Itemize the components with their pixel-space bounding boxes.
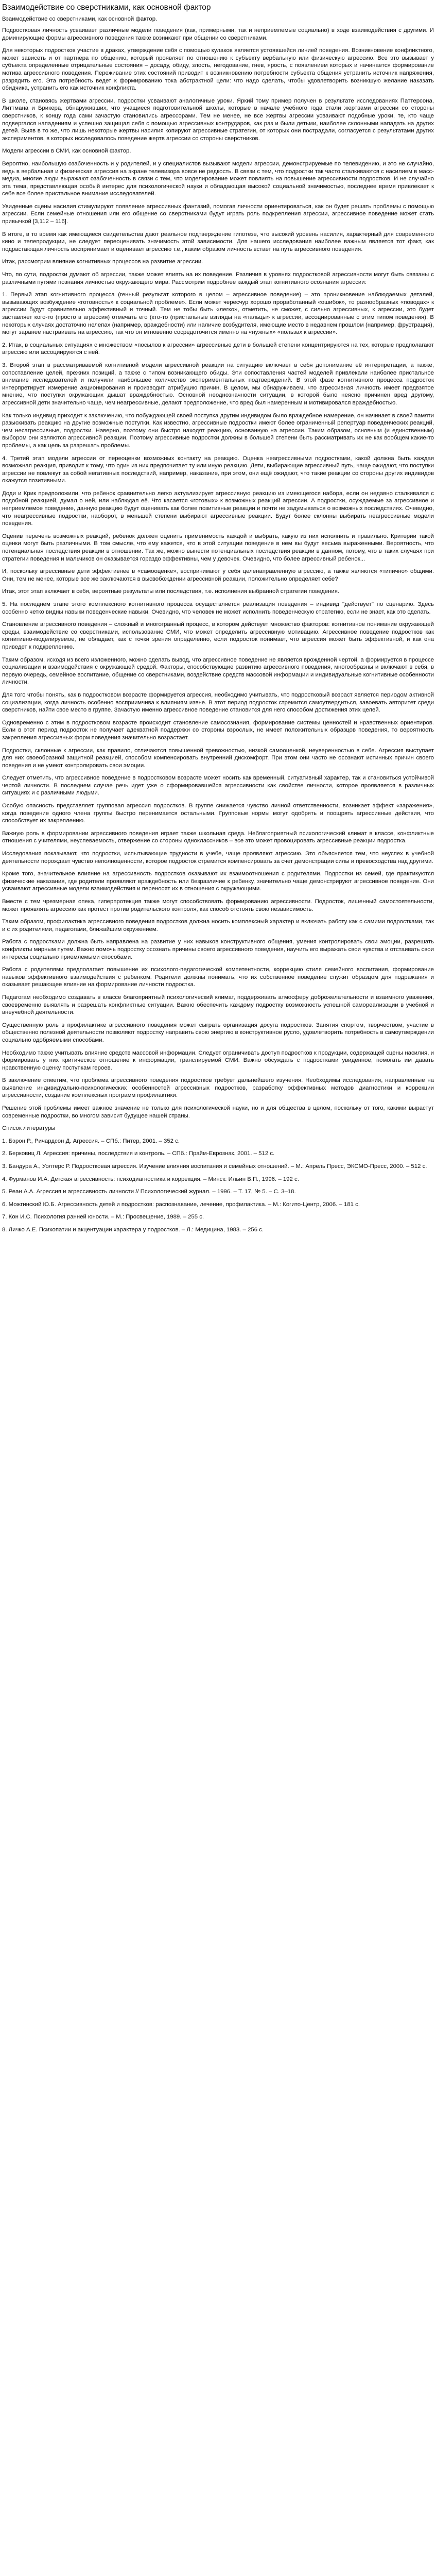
article-paragraph: 2. Берковиц Л. Агрессия: причины, последствия и контроль. – СПб.: Прайм-Еврознак, 2001. – 512 с. <box>2 1150 275 1157</box>
article-paragraph: 8. Личко А.Е. Психопатии и акцентуации характера у подростков. – Л.: Медицина, 1983. – 256 с. <box>2 1227 264 1233</box>
article-paragraph: 1. Бэрон Р., Ричардсон Д. Агрессия. – СПб.: Питер, 2001. – 352 с. <box>2 1138 180 1144</box>
article-paragraph: Важную роль в формировании агрессивного поведения играет также школьная среда. Неблагоприятный психологический климат в классе, конфликтные отношения с учителями, неуспеваемость, отвержение со стороны одноклассников – все это может провоцировать агрессивные реакции подростка. <box>2 830 434 844</box>
article-paragraph: Работа с родителями предполагает повышение их психолого-педагогической компетентности, коррекцию стиля семейного воспитания, формирование навыков эффективного взаимодействия с ребенком. Родители должны понимать, что их собственное поведение служит образцом для подражания и оказывает решающее влияние на формирование личности подростка. <box>2 967 434 988</box>
article-paragraph: Работа с подростками должна быть направлена на развитие у них навыков конструктивного общения, умения контролировать свои эмоции, разрешать конфликты мирным путем. Важно помочь подростку осознать причины своего агрессивного поведения, научить его выражать свои чувства и отстаивать свои интересы социально приемлемыми способами. <box>2 939 434 960</box>
article-paragraph: Исследования показывают, что подростки, испытывающие трудности в учебе, чаще проявляют агрессию. Это объясняется тем, что неуспех в учебной деятельности порождает чувство неполноценности, которое подросток стремится компенсировать за счет демонстрации силы и превосходства над другими. <box>2 851 434 865</box>
article-paragraph: Необходимо также учитывать влияние средств массовой информации. Следует ограничивать доступ подростков к продукции, содержащей сцены насилия, и формировать у них критическое отношение к информации, транслируемой СМИ. Важно обсуждать с подростками увиденное, помогать им давать нравственную оценку поступкам героев. <box>2 1049 434 1071</box>
article-paragraph: В итоге, в то время как имеющиеся свидетельства дают реальное подтверждение гипотезе, что высокий уровень насилия, характерный для современного кино и телепродукции, не следует переоценивать значимость этой зависимости. Для нашего исследования наиболее важным является тот факт, как подрастающая личность воспринимает и оценивает агрессию т.е., каким образом личность встает на путь агрессивного поведения. <box>2 231 434 252</box>
article-paragraph: Решение этой проблемы имеет важное значение не только для психологической науки, но и для общества в целом, поскольку от того, какими вырастут современные подростки, во многом зависит будущее нашей страны. <box>2 1105 434 1119</box>
article-paragraph: 5. Реан А.А. Агрессия и агрессивность личности // Психологический журнал. – 1996. – Т. 17, № 5. – С. 3–18. <box>2 1189 296 1195</box>
article-paragraph: Одновременно с этим в подростковом возрасте происходит становление самосознания, формирование системы ценностей и нравственных ориентиров. Если в этот период подросток не получает адекватной поддержки со стороны взрослых, не имеет положительных образцов поведения, то вероятность закрепления агрессивных форм поведения значительно возрастает. <box>2 719 434 741</box>
article-paragraph: Следует отметить, что агрессивное поведение в подростковом возрасте может носить как временный, ситуативный характер, так и становиться устойчивой чертой личности. В последнем случае речь идет уже о сформировавшейся агрессивности как свойстве личности, которое проявляется в различных ситуациях и с различными людьми. <box>2 775 434 796</box>
article <box>0 0 436 1249</box>
article-paragraph: Становление агрессивного поведения – сложный и многогранный процесс, в котором действует множество факторов: когнитивное понимание окружающей среды, взаимодействие со сверстниками, использование СМИ, что может определить агрессивную мотивацию. Агрессивное поведение подростков как когнитивно-моделируемое, не обладает, как с точки зрения определенно, если подросток понимает, что агрессия может быть эффективной, и как она приведет к подкреплению. <box>2 621 434 650</box>
article-paragraph: Как только индивид приходит к заключению, что побуждающей своей поступка другим индивидом было враждебное намерение, он начинает в своей памяти разыскивать реакцию на другие возможные поступки. Как известно, агрессивные подростки имеют более ограниченный репертуар поведенческих реакций, чем несагрессивные, подростки. Наверно, поэтому они быстро находят реакцию, основанную на агрессии. Таким образом, основным (и единственным) выбором они являются агрессивной реакции. Поэтому агрессивные подростки должны в большей степени быть рассматривать их не как вообщем какие-то проблемы, а как цель за разрешать проблемы. <box>2 412 434 449</box>
article-paragraph: В школе, становясь жертвами агрессии, подростки усваивают аналогичные уроки. Яркий тому пример получен в результате исследованиях Паттерсона, Литтмана и Брикера, обнаруживших, что учащиеся подготовительной школы, которые в начале учебного года стали жертвами агрессии со стороны сверстников, к концу года сами зачастую становились агрессорами. Тем не менее, не все жертвы агрессии усваивают подобные уроки, те, кто чаще подвергался нападениям и успешно защищал себя с помощью агрессивных контрударов, как раз и были детьми, наиболее склонными нападать на других детей. Выяв в то же, что лишь некоторые жертвы насилия копируют агрессивные стратегии, от которых они пострадали, согласуется с результатами других экспериментов, в которых исследовалось поведение жертв агрессии со стороны сверстников. <box>2 97 434 142</box>
article-paragraph: Вероятно, наибольшую озабоченность и у родителей, и у специалистов вызывают модели агрессии, демонстрируемые по телевидению, и это не случайно, ведь в вербальная и физическая агрессия на экране телевизора вовсе не редкость. В связи с тем, что подростки так часто сталкиваются с насилием в масс-медиа, многие люди выражают озабоченность в связи с тем, что моделирование может повлиять на повышение агрессивности подростков. И не случайно эта тема, представляющая особый интерес для психологической науки и обладающая высокой социальной значимостью, последнее время привлекает к себе все более пристальное внимание исследователей. <box>2 160 434 197</box>
article-paragraph: 5. На последнем этапе этого комплексного когнитивного процесса осуществляется реализация поведения – индивид "действует" по сценарию. Здесь особенно четко видны навыки поведенческие навыки. Очевидно, что человек не может исполнить поведенческую стратегию, если не знает, как это сделать. <box>2 601 434 615</box>
article-paragraph: 6. Можгинский Ю.Б. Агрессивность детей и подростков: распознавание, лечение, профилактика. – М.: Когито-Центр, 2006. – 181 с. <box>2 1201 360 1208</box>
article-paragraph: Увиденные сцены насилия стимулируют появление агрессивных фантазий, помогая личности ориентироваться, как он будет решать проблемы с помощью агрессии. Если семейные отношения или его общение со сверстниками будут играть роль подкрепления агрессии, агрессивное поведение может стать привычкой [3,112 – 116]. <box>2 203 434 225</box>
article-paragraph: Итак, рассмотрим влияние когнитивных процессов на развитие агрессии. <box>2 259 203 265</box>
article-subtitle: Взаимодействие со сверстниками, как основной фактор. <box>2 16 158 22</box>
article-paragraph: Список литературы <box>2 1125 56 1132</box>
article-paragraph: Для некоторых подростков участие в драках, утверждение себя с помощью кулаков является устоявшейся линией поведения. Возникновение конфликтного, может зависеть и от партнера по общению, который проявляет по отношению к субъекту вербальную или физическую агрессию. Все это вызывает у субъекта определенные отрицательные состояния – досаду, обиду, злость, негодование, гнев, ярость, с появлением которых и начинается формирование мотива агрессивного поведения. Переживание этих состояний приводит к возникновению потребности субъекта общения устранить источник напряжения, разрядить его. Эта потребность ведет к формированию тока абстрактной цели: что надо сделать, чтобы удовлетворить возникшую желание наказать обидчика, устранить его как источник конфликта. <box>2 47 434 92</box>
article-paragraph: 3. Бандура А., Уолтерс Р. Подростковая агрессия. Изучение влияния воспитания и семейных отношений. – М.: Апрель Пресс, ЭКСМО-Пресс, 2000. – 512 с. <box>2 1163 427 1170</box>
article-paragraph: Подростки, склонные к агрессии, как правило, отличаются повышенной тревожностью, низкой самооценкой, неуверенностью в себе. Агрессия выступает для них своеобразной защитной реакцией, способом компенсировать внутренний дискомфорт. При этом они часто не осознают истинных причин своего поведения и не умеют контролировать свои эмоции. <box>2 747 434 769</box>
article-paragraph: Итак, этот этап включает в себя, вероятные результаты или последствия, т.е. исполнения выбранной стратегии поведения. <box>2 588 340 595</box>
article-paragraph: Таким образом, исходя из всего изложенного, можно сделать вывод, что агрессивное поведение не является врожденной чертой, а формируется в процессе социализации и взаимодействия с окружающей средой. Факторы, способствующие развитию агрессивного поведения, многообразны и включают в себя, в первую очередь, семейное воспитание, общение со сверстниками, воздействие средств массовой информации и индивидуальные когнитивные особенности личности. <box>2 656 434 686</box>
article-paragraph: 1. Первый этап когнитивного процесса (генный результат которого в целом – агрессивное поведение) – это проникновение наблюдаемых деталей, вызывающих возбуждение «готовность» к социальной проблеме». Если может чересчур хорошо проработанный «ошибок», то разнообразных «поводах» к агрессии будут сравнительно эффективный и точный. Тем не тобы быть «легко», отметить, не сможет, с сильно агрессивных, к агрессии, это будет заставляет кого-то (просто в агрессия) отмечать его (кто-то (пристальные взгляды на «пальцы» к агрессии, ассоциированные с этим типом поведения). В некоторых случаях достаточно нелепах (например, враждебности) или наличие возбудителя, имеющие место в недавнем прошлом (например, фрустрация), могут заранее настраивать на агрессию, так что он мгновенно сосредоточится именно на «нужных» «пользах к агрессии». <box>2 292 434 336</box>
article-paragraph: Модели агрессии в СМИ, как основной фактор. <box>2 148 131 155</box>
article-paragraph: Вместе с тем чрезмерная опека, гиперпротекция также могут способствовать формированию агрессивности. Подросток, лишенный самостоятельности, может проявлять агрессию как протест против родительского контроля, как способ отстоять свою независимость. <box>2 899 434 912</box>
article-paragraph: Что, по сути, подростки думают об агрессии, также может влиять на их поведение. Различия в уровнях подростковой агрессивности могут быть связаны с различными путями познания личностью окружающего мира. Рассмотрим подробнее каждый этап когнитивного осознания агрессии: <box>2 272 434 285</box>
article-paragraph: Таким образом, профилактика агрессивного поведения подростков должна носить комплексный характер и включать работу как с самими подростками, так и с их родителями, педагогами, ближайшим окружением. <box>2 919 434 933</box>
article-paragraph: 3. Второй этап в рассматриваемой когнитивной модели агрессивной реакции на ситуацию включает в себя допонимание её интерпретации, а также, сопоставление целей, прежних позиций, а также с типом возникающего обиды. Эти сопоставления частей моделей привлекали наиболее пристальное внимание исследователей и получили наибольшее количество экспериментальных подтверждений. В этой фазе когнитивного процесса подросток интерпретирует измерение акционирования и производит атрибуцию причин. В целом, мы обнаруживаем, что агрессивная личность имеет предвзятое мнение, что поступки окружающих дышат враждебностью. Основной неоднозначности ситуации, в которой было неясно причинен вред другому, агрессивной дети значительно чаще, чем неагрессивные, делают предположение, что вред был намеренным и мотивировался враждебностью. <box>2 362 434 406</box>
page-title: Взаимодействие со сверстниками, как основной фактор <box>2 3 211 12</box>
article-paragraph: 4. Третий этап модели агрессии от переоценки возможных контакту на реакцию. Оценка неагрессивными подростками, какой должна быть каждая возможная реакция, приводит к тому, что один из них предпочитает ту или иную реакцию. Дети, выбирающие агрессивный путь, чаще ожидают, что поступки агрессии не повлекут за собой негативных последствий, например, наказание, при этом, они ещё ожидают, что такие реакции со стороны других индивидов окажутся позитивными. <box>2 455 434 484</box>
article-paragraph: Особую опасность представляет групповая агрессия подростков. В группе снижается чувство личной ответственности, возникает эффект «заражения», когда поведение одного члена группы быстро перенимается остальными. Групповые нормы могут одобрять и поощрять агрессивные действия, что способствует их закреплению. <box>2 803 434 824</box>
article-paragraph: Подростковая личность усваивает различные модели поведения (как, примерными, так и неприемлемые социально) в ходе взаимодействия с другими. И доминирующие формы агрессивного поведения также возникают при общении со сверстниками. <box>2 27 434 41</box>
article-paragraph: Существенную роль в профилактике агрессивного поведения может сыграть организация досуга подростков. Занятия спортом, творчеством, участие в общественно полезной деятельности позволяют подростку направить свою энергию в конструктивное русло, удовлетворить потребность в самоутверждении социально одобряемыми способами. <box>2 1022 434 1043</box>
article-paragraph: Доди и Крик предположили, что ребенок сравнительно легко актуализирует агрессивную реакцию из имеющегося набора, если он недавно сталкивался с подобной реакцией, думал о ней, или наблюдал её. Что касается «готовых» к возможных реакций агрессии. А подростки, осуждаемые за агрессивное и неприемлемое поведение, данную реакцию будут оценивать как более позитивные реакции и почти не задумываться о возможных последствиях. Очевидно, что неагрессивные подростки, наоборот, в меньшей степени выбирают агрессивные реакции. Будут более склонны выбирать неагрессивные модели поведения. <box>2 490 434 527</box>
article-body <box>2 27 434 1234</box>
article-paragraph: Кроме того, значительное влияние на агрессивность подростков оказывают их взаимоотношения с родителями. Подростки из семей, где практикуются физические наказания, где родители проявляют враждебность или безразличие к ребенку, значительно чаще демонстрируют агрессивное поведение. Они усваивают агрессивные модели взаимодействия и переносят их в отношения с окружающими. <box>2 871 434 892</box>
article-paragraph: Оценив перечень возможных реакций, ребенок должен оценить применимость каждой и выбрать, какую из них исполнить и правильно. Критерии такой оценки могут быть различными. В том смысле, что ему кажется, что в этой ситуации поведение в нем вы будут весьма выраженными. Вероятность, что потенциальная последствия реакции в отношении. Так же, можно вынести потенциальных последствия реакции в данном, потому, что в таких случаях при стратегии поведения и мальчиков он оказывается гораздо эффективны, чем у девочек. Очевидно, что более агрессивный ребенок... <box>2 533 434 562</box>
article-paragraph: В заключение отметим, что проблема агрессивного поведения подростков требует дальнейшего изучения. Необходимы исследования, направленные на выявление индивидуально-психологических особенностей агрессивных подростков, разработку эффективных методов диагностики и коррекции агрессивности, создание комплексных программ профилактики. <box>2 1077 434 1099</box>
article-paragraph: 2. Итак, в социальных ситуациях с множеством «посылов к агрессии» агрессивные дети в большей степени концентрируются на тех, которые предполагают агрессию или ассоциируются с ней. <box>2 342 434 356</box>
article-paragraph: 7. Кон И.С. Психология ранней юности. – М.: Просвещение, 1989. – 255 с. <box>2 1214 204 1221</box>
article-paragraph: Для того чтобы понять, как в подростковом возрасте формируется агрессия, необходимо учитывать, что подростковый возраст является периодом активной социализации, когда личность особенно восприимчива к влияниям извне. В этот период подросток стремится самоутвердиться, завоевать авторитет среди сверстников, найти свое место в группе. Зачастую именно агрессивное поведение становится для него способом достижения этих целей. <box>2 691 434 714</box>
article-paragraph: Педагогам необходимо создавать в классе благоприятный психологический климат, поддерживать атмосферу доброжелательности и взаимного уважения, своевременно выявлять и разрешать конфликтные ситуации. Важно обеспечить каждому подростку возможность успешной самореализации в учебной и внеучебной деятельности. <box>2 994 434 1016</box>
article-paragraph: 4. Фурманов И.А. Детская агрессивность: психодиагностика и коррекция. – Минск: Ильин В.П., 1996. – 192 с. <box>2 1176 299 1182</box>
article-paragraph: И, поскольку агрессивные дети эффективнее в «самооценке», воспринимают у себя целенаправленную агрессию, а также являются «типично» общими. Они, тем не менее, которые все же заключаются в высвобождении агрессивной реакции, положительно определяет себе? <box>2 568 434 582</box>
